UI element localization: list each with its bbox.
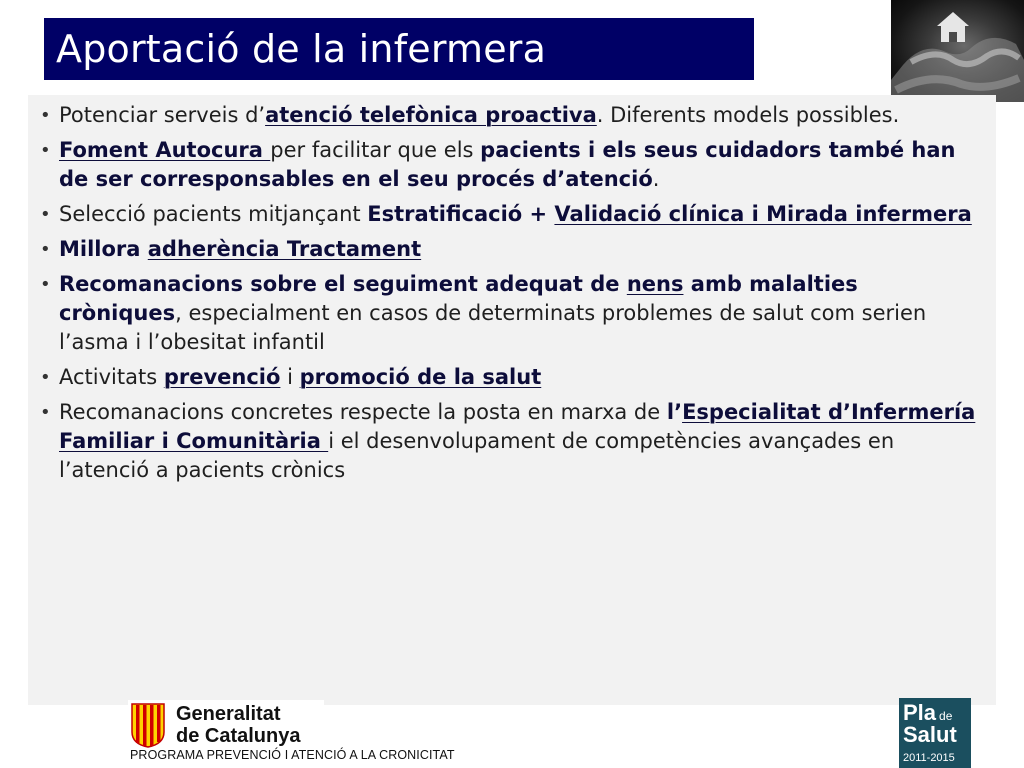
bullet-item [28,363,976,392]
bullet-text-segment: . [652,167,660,191]
hands-holding-house-icon [891,0,1024,102]
pla-years: 2011-2015 [903,752,955,764]
bullet-text-segment: i [280,365,300,389]
bullet-text-segment: pacients i els seus cuidadors també han de ser corresponsables en el seu procés d’atenció [59,138,956,191]
bullet-text-segment: . Diferents models possibles. [596,103,900,127]
bullet-text-segment: Recomanacions sobre el seguiment adequat de [59,272,627,296]
bullet-text-segment: Estratificació + [367,202,555,226]
bullet-text-segment: l’ [666,400,683,424]
bullet-text-segment: Recomanacions concretes respecte la posta en marxa de [59,400,667,424]
pla-de-salut-logo [899,698,971,768]
bullet-text-segment: atenció telefònica proactiva [265,103,597,127]
title-bar [44,18,754,80]
bullet-text-segment: i el desenvolupament de competències avançades en l’atenció a pacients crònics [59,429,895,482]
bullet-text-segment: Selecció pacients mitjançant [59,202,368,226]
bullet-item [28,136,976,194]
slide-title: Aportació de la infermera [56,27,547,71]
bullet-text-segment: Foment Autocura [59,138,271,162]
bullet-item [28,101,976,130]
content-panel [28,95,996,705]
generalitat-stripes-icon [128,702,168,748]
generalitat-name [176,703,300,747]
bullet-item [28,270,976,357]
program-name: PROGRAMA PREVENCIÓ I ATENCIÓ A LA CRONICITAT [130,748,455,762]
bullet-item [28,200,976,229]
bullet-text-segment: promoció de la salut [299,365,542,389]
bullet-text-segment: prevenció [163,365,281,389]
salut-word: Salut [903,722,957,747]
bullet-text-segment: amb malalties cròniques [59,272,858,325]
generalitat-line2: de Catalunya [176,725,301,747]
bullet-text-segment: Activitats [59,365,164,389]
bullet-text-segment: Especialitat d’Infermería Familiar i Comunitària [59,400,976,453]
bullet-text-segment: per facilitar que els [270,138,481,162]
bullet-item [28,398,976,485]
hands-house-photo [891,0,1024,102]
generalitat-line1: Generalitat [176,703,281,725]
bullet-list [28,95,996,485]
bullet-text-segment: adherència Tractament [147,237,422,261]
pla-word: Pla de [903,700,953,725]
bullet-item [28,235,976,264]
bullet-text-segment: Millora [59,237,148,261]
bullet-text-segment: nens [626,272,684,296]
bullet-text-segment: Validació clínica i Mirada infermera [554,202,972,226]
bullet-text-segment: Potenciar serveis d’ [59,103,266,127]
bullet-text-segment: , especialment en casos de determinats problemes de salut com serien l’asma i l’obesitat infantil [59,301,927,354]
